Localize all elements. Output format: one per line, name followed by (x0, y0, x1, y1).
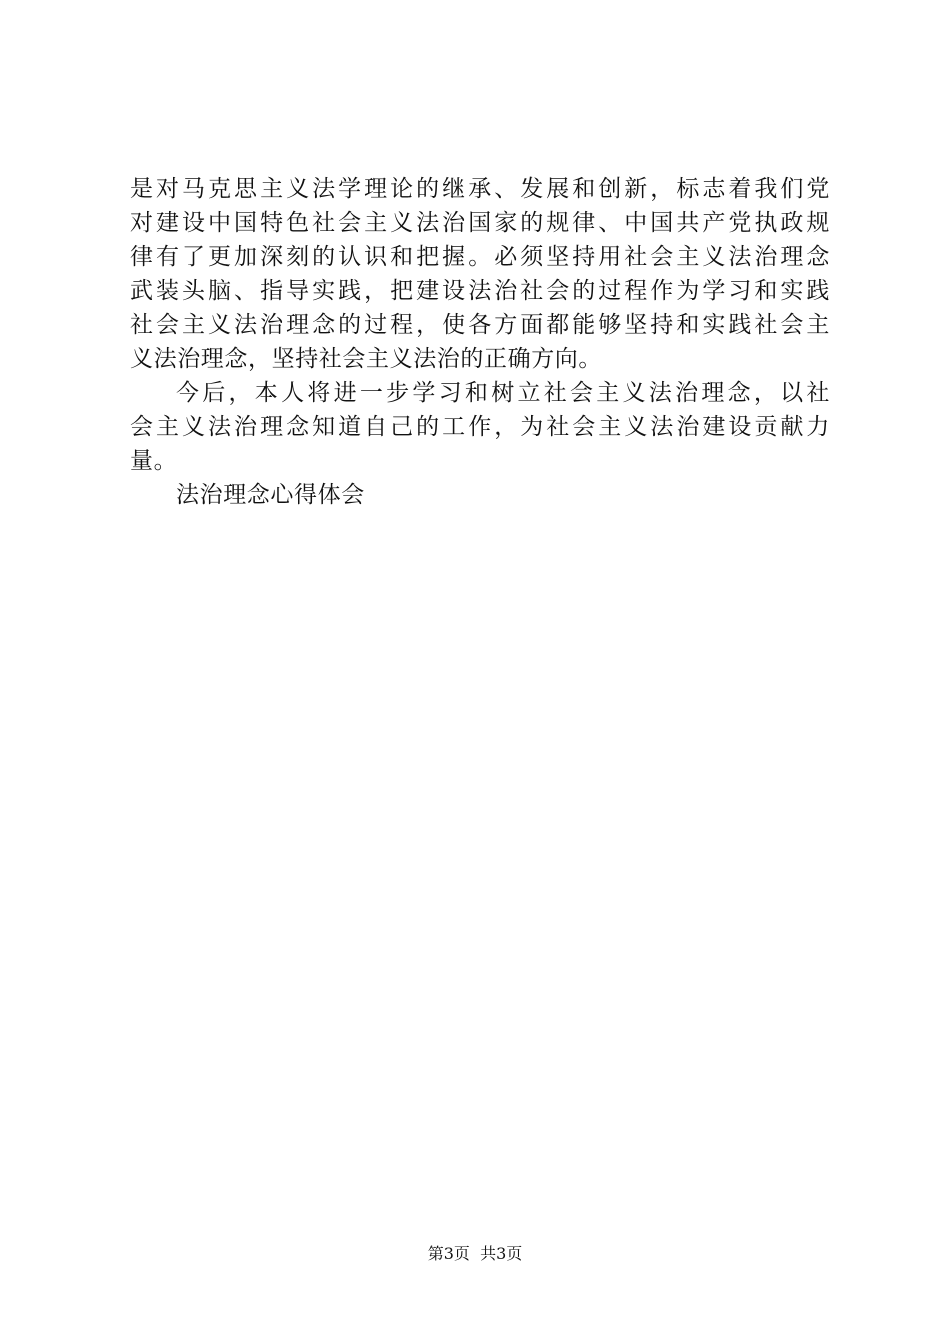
paragraph-line: 义法治理念，坚持社会主义法治的正确方向。 (130, 346, 602, 372)
paragraph-1 (130, 172, 830, 376)
page-footer (0, 1243, 950, 1265)
closing-title: 法治理念心得体会 (176, 482, 365, 508)
paragraph-line: 会主义法治理念知道自己的工作，为社会主义法治建设贡献力 (130, 414, 830, 440)
paragraph-line: 律有了更加深刻的认识和把握。必须坚持用社会主义法治理念 (130, 244, 830, 270)
paragraph-line: 社会主义法治理念的过程，使各方面都能够坚持和实践社会主 (130, 312, 830, 338)
page-number: 第3页 共3页 (427, 1244, 523, 1263)
paragraph-line: 是对马克思主义法学理论的继承、发展和创新，标志着我们党 (130, 176, 830, 202)
paragraph-line: 量。 (130, 448, 178, 474)
paragraph-line: 武装头脑、指导实践，把建设法治社会的过程作为学习和实践 (130, 278, 830, 304)
paragraph-line: 对建设中国特色社会主义法治国家的规律、中国共产党执政规 (130, 210, 830, 236)
paragraph-line: 今后，本人将进一步学习和树立社会主义法治理念，以社 (176, 380, 830, 406)
paragraph-2 (130, 376, 830, 478)
document-body (130, 172, 830, 512)
